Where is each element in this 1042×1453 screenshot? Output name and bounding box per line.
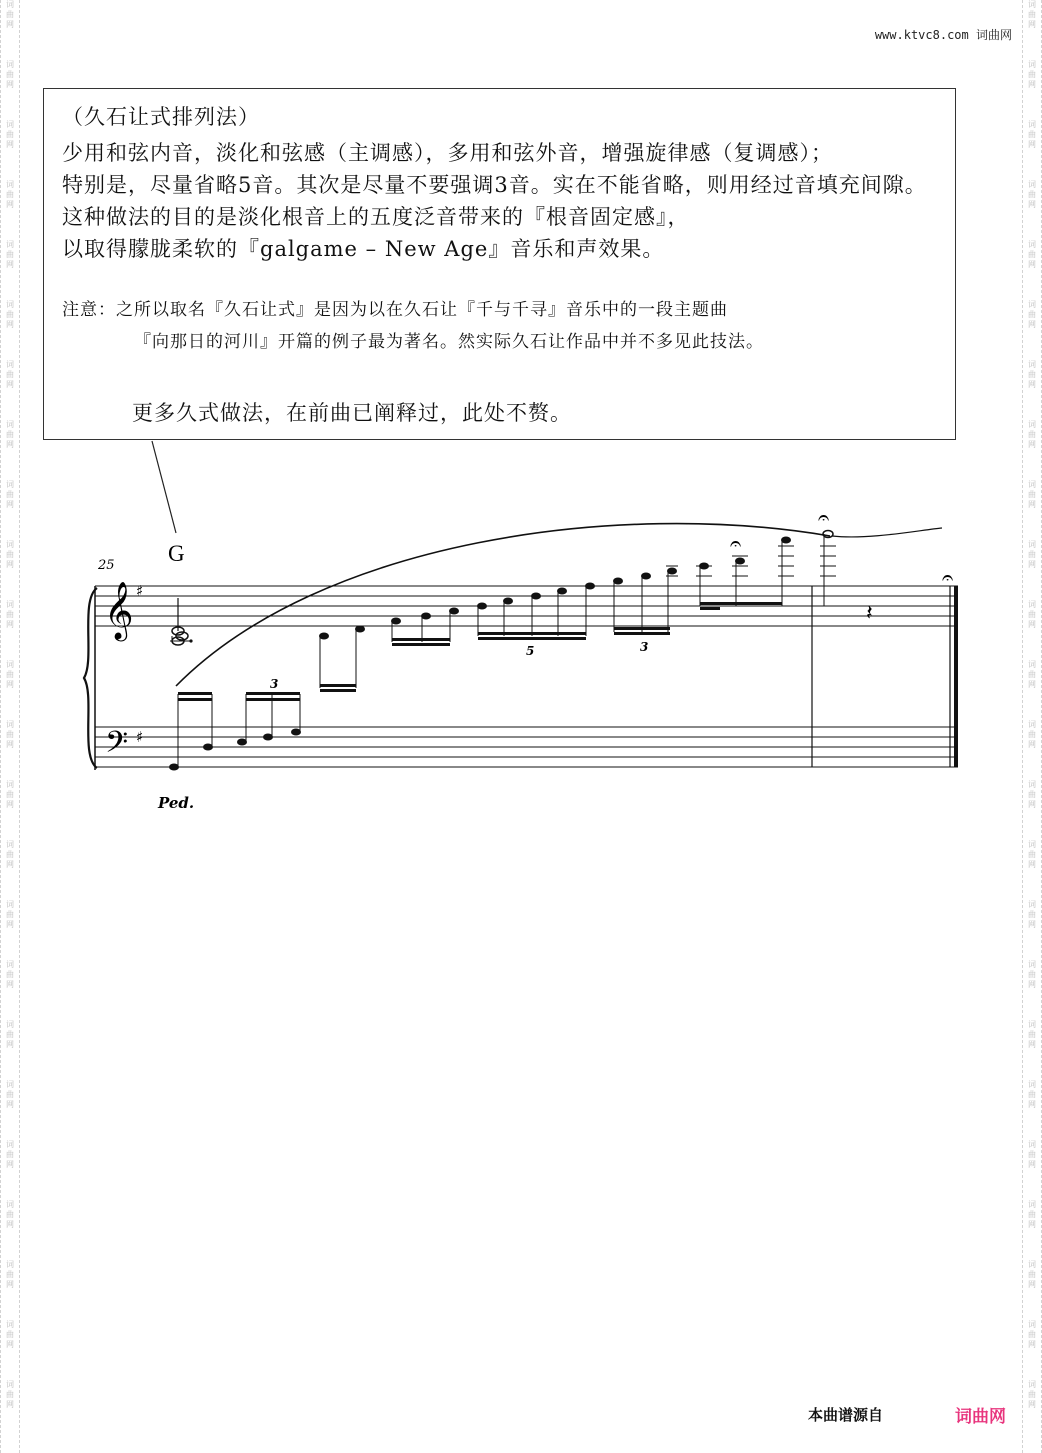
side-watermark-text: 词 曲 网 xyxy=(6,600,14,629)
side-watermark-text: 词 曲 网 xyxy=(1028,480,1036,509)
footer-source-label: 本曲谱源自 xyxy=(808,1406,884,1424)
side-watermark-text: 词 曲 网 xyxy=(6,60,14,89)
measure-number: 25 xyxy=(98,558,115,573)
side-watermark-text: 词 曲 网 xyxy=(6,180,14,209)
site-url[interactable]: www.ktvc8.com xyxy=(874,28,969,42)
side-watermark-text: 词 曲 网 xyxy=(6,1020,14,1049)
side-watermark-text: 词 曲 网 xyxy=(1028,1200,1036,1229)
treble-run xyxy=(319,531,833,693)
side-watermark-text: 词 曲 网 xyxy=(1028,1320,1036,1349)
side-watermark-text: 词 曲 网 xyxy=(1028,1080,1036,1109)
pedal-marking: Ped. xyxy=(158,794,195,812)
side-watermark-text: 词 曲 网 xyxy=(6,900,14,929)
site-name[interactable]: 词曲网 xyxy=(975,28,1012,42)
side-watermark-text: 词 曲 网 xyxy=(6,1380,14,1409)
quarter-rest-icon: 𝄽 xyxy=(866,601,873,626)
tuplet-5: 5 xyxy=(526,644,535,658)
side-watermark-text: 词 曲 网 xyxy=(1028,180,1036,209)
note-closing: 更多久式做法，在前曲已阐释过，此处不赘。 xyxy=(132,401,572,425)
note-title: （久石让式排列法） xyxy=(62,105,260,129)
note-line-2: 特别是，尽量省略5音。其次是尽量不要强调3音。实在不能省略，则用经过音填充间隙。 xyxy=(62,173,927,197)
note-line-4: 以取得朦胧柔软的『galgame – New Age』音乐和声效果。 xyxy=(62,237,665,261)
note-line-3: 这种做法的目的是淡化根音上的五度泛音带来的『根音固定感』， xyxy=(62,205,690,229)
side-watermark-text: 词 曲 网 xyxy=(6,0,14,29)
side-watermark-text: 词 曲 网 xyxy=(6,1260,14,1289)
treble-staff xyxy=(95,586,958,626)
side-watermark-text: 词 曲 网 xyxy=(1028,360,1036,389)
side-watermark-text: 词 曲 网 xyxy=(1028,960,1036,989)
side-watermark-text: 词 曲 网 xyxy=(6,1080,14,1109)
side-watermark-text: 词 曲 网 xyxy=(1028,120,1036,149)
fermata-icon: 𝄐 xyxy=(818,505,830,529)
side-watermark-text: 词 曲 网 xyxy=(1028,900,1036,929)
side-watermark-text: 词 曲 网 xyxy=(6,840,14,869)
side-watermark-text: 词 曲 网 xyxy=(6,780,14,809)
side-watermark-text: 词 曲 网 xyxy=(6,540,14,569)
notice-line-2: 『向那日的河川』开篇的例子最为著名。然实际久石让作品中并不多见此技法。 xyxy=(134,332,764,352)
treble-clef-icon: 𝄞 xyxy=(104,581,134,639)
side-watermark-text: 词 曲 网 xyxy=(1028,780,1036,809)
side-watermark-text: 词 曲 网 xyxy=(6,120,14,149)
fermata-icon: 𝄐 xyxy=(730,531,742,555)
side-watermark-text: 词 曲 网 xyxy=(1028,1020,1036,1049)
bass-clef-icon: 𝄢 xyxy=(105,726,129,767)
side-watermark-text: 词 曲 网 xyxy=(1028,1140,1036,1169)
bass-staff xyxy=(95,727,958,767)
footer-brand-link[interactable]: 词曲网 xyxy=(955,1407,1006,1427)
end-slur xyxy=(832,528,942,537)
side-watermark-text: 词 曲 网 xyxy=(1028,240,1036,269)
bass-arpeggio xyxy=(169,692,301,771)
fermata-icon: 𝄐 xyxy=(942,565,954,589)
side-watermark-text: 词 曲 网 xyxy=(1028,540,1036,569)
tuplet-3-bass: 3 xyxy=(270,677,279,691)
side-watermark-text: 词 曲 网 xyxy=(6,240,14,269)
side-watermark-text: 词 曲 网 xyxy=(6,420,14,449)
side-watermark-text: 词 曲 网 xyxy=(1028,600,1036,629)
side-watermark-text: 词 曲 网 xyxy=(6,1140,14,1169)
treble-chord xyxy=(170,598,193,645)
note-line-1: 少用和弦内音，淡化和弦感（主调感），多用和弦外音，增强旋律感（复调感）； xyxy=(62,141,833,165)
side-watermark-text: 词 曲 网 xyxy=(6,1200,14,1229)
chord-symbol: G xyxy=(168,541,185,566)
tuplet-3-treble: 3 xyxy=(640,640,649,654)
side-watermark-text: 词 曲 网 xyxy=(1028,1380,1036,1409)
final-barline-thick xyxy=(954,586,958,767)
side-watermark-text: 词 曲 网 xyxy=(1028,1260,1036,1289)
treble-key-sharp-icon: ♯ xyxy=(136,582,144,600)
side-watermark-text: 词 曲 网 xyxy=(1028,720,1036,749)
side-watermark-text: 词 曲 网 xyxy=(1028,0,1036,29)
side-watermark-text: 词 曲 网 xyxy=(6,660,14,689)
side-watermark-text: 词 曲 网 xyxy=(6,1320,14,1349)
side-watermark-text: 词 曲 网 xyxy=(6,960,14,989)
side-watermark-text: 词 曲 网 xyxy=(1028,840,1036,869)
callout-pointer xyxy=(152,441,176,533)
bass-key-sharp-icon: ♯ xyxy=(136,728,144,746)
side-watermark-text: 词 曲 网 xyxy=(6,480,14,509)
side-watermark-text: 词 曲 网 xyxy=(1028,420,1036,449)
side-watermark-text: 词 曲 网 xyxy=(1028,300,1036,329)
side-watermark-text: 词 曲 网 xyxy=(6,300,14,329)
side-watermark-text: 词 曲 网 xyxy=(1028,60,1036,89)
side-watermark-text: 词 曲 网 xyxy=(1028,660,1036,689)
notice-line-1: 注意：之所以取名『久石让式』是因为以在久石让『千与千寻』音乐中的一段主题曲 xyxy=(62,300,728,320)
side-watermark-text: 词 曲 网 xyxy=(6,720,14,749)
ledger-lines xyxy=(666,546,836,576)
side-watermark-text: 词 曲 网 xyxy=(6,360,14,389)
